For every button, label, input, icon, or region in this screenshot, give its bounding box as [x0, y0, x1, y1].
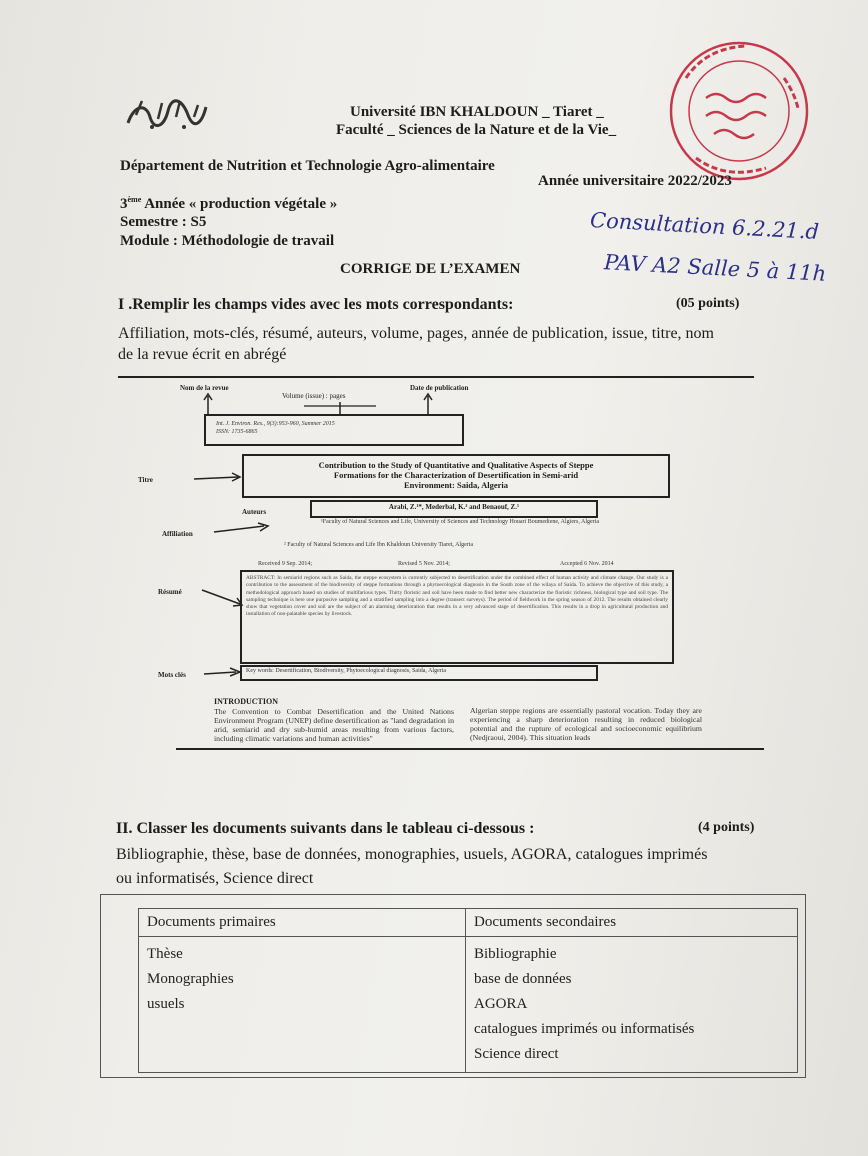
- affiliation-arrow: [212, 522, 272, 536]
- official-stamp: [666, 38, 812, 184]
- list-item: usuels: [147, 996, 185, 1012]
- titre-arrow: [192, 470, 244, 484]
- department-name: Département de Nutrition et Technologie Agro-alimentaire: [120, 158, 495, 174]
- table-header-row: [139, 909, 798, 937]
- question-2-title: II. Classer les documents suivants dans le tableau ci-dessous :: [116, 820, 535, 837]
- question-1-words: Affiliation, mots-clés, résumé, auteurs, volume, pages, année de publication, issue, titre, nom: [118, 325, 714, 342]
- label-resume: Résumé: [158, 588, 182, 596]
- question-1-title: I .Remplir les champs vides avec les mots correspondants:: [118, 296, 514, 313]
- handwritten-note-1: Consultation 6.2.21.d: [589, 208, 820, 244]
- academic-year: Année universitaire 2022/2023: [538, 173, 732, 189]
- figure-top-rule: [118, 376, 754, 378]
- study-year: 3ème Année « production végétale »: [120, 195, 338, 212]
- revised-date: Revised 5 Nov. 2014;: [398, 561, 450, 567]
- article-title-box: Contribution to the Study of Quantitative and Qualitative Aspects of Steppe Formations for the Characterization of Desertification in Semi-arid Environment: Saida, Algeria: [242, 454, 670, 498]
- citation-box: Int. J. Environ. Res., 9(3):953-960, Summer 2015 ISSN: 1735-6865: [204, 414, 464, 446]
- label-nom-revue: Nom de la revue: [180, 384, 229, 392]
- list-item: AGORA: [474, 996, 528, 1012]
- primary-cell: [139, 937, 466, 1073]
- list-item: Bibliographie: [474, 946, 557, 962]
- secondary-cell: [466, 937, 798, 1073]
- question-2-words-line2: ou informatisés, Science direct: [116, 870, 314, 887]
- keywords-box: Key words: Desertification, Biodiversity, Phytoecological diagnosis, Saida, Algeria: [240, 665, 598, 681]
- list-item: catalogues imprimés ou informatisés: [474, 1021, 695, 1037]
- faculty-name: Faculté _ Sciences de la Nature et de la Vie_: [336, 122, 617, 138]
- received-date: Received 9 Sep. 2014;: [258, 561, 312, 567]
- citation-arrows: [200, 392, 440, 416]
- university-logo: [124, 93, 210, 133]
- question-1-words-line2: de la revue écrit en abrégé: [118, 346, 287, 363]
- affiliation-1: ¹Faculty of Natural Sciences and Life, University of Sciences and Technology Houari Boumediene, Algiers, Algeria: [320, 519, 600, 525]
- label-affiliation: Affiliation: [162, 530, 193, 538]
- header-secondary: Documents secondaires: [466, 909, 798, 937]
- affiliation-2: ² Faculty of Natural Sciences and Life Ibn Khaldoun University Tiaret, Algeria: [284, 542, 474, 548]
- figure-bottom-rule: [176, 748, 764, 750]
- semester: Semestre : S5: [120, 214, 207, 230]
- list-item: Science direct: [474, 1046, 559, 1062]
- exam-title: CORRIGE DE L’EXAMEN: [340, 261, 521, 277]
- question-2-points: (4 points): [698, 820, 755, 835]
- university-name: Université IBN KHALDOUN _ Tiaret _: [350, 104, 604, 120]
- question-1-points: (05 points): [676, 296, 740, 311]
- list-item: Monographies: [147, 971, 234, 987]
- list-item: base de données: [474, 971, 572, 987]
- list-item: Thèse: [147, 946, 183, 962]
- question-2-words: Bibliographie, thèse, base de données, monographies, usuels, AGORA, catalogues imprimés: [116, 846, 708, 863]
- table-row: [139, 937, 798, 1073]
- label-mots-cles: Mots clés: [158, 671, 186, 679]
- label-auteurs: Auteurs: [242, 508, 267, 516]
- authors-box: Arabi, Z.¹*, Mederbal, K.² and Benaouf, Z.¹: [310, 500, 598, 518]
- module: Module : Méthodologie de travail: [120, 233, 335, 249]
- label-volume: Volume (issue) : pages: [282, 392, 346, 400]
- intro-heading: INTRODUCTION: [214, 697, 279, 706]
- handwritten-note-2: PAV A2 Salle 5 à 11h: [603, 250, 827, 286]
- abstract-box: ABSTRACT: In semiarid regions such as Saida, the steppe ecosystem is currently subjected to desertification under the combined effect of human activity and climate change. Our study is a contribution to the assessment of the biodiversity of steppe formations through a phytoecological diagnosis in the South zone of the wilaya of Saida. To achieve the objective of this study, a methodological approach based on studies of multifarious types. Thirty floristic and soil have been made to find better new characterize the floristic richness, biological type and soil type. The sampling technique is here one purposive sampling and a stratified sampling into a degree (transect surveys). The period of fieldwork in the spring season of 2012. The results obtained clearly show that vegetation cover and soil are the subject of an alarming deterioration that results in a very advanced stage of desertification. This results in a drop in agricultural production and installation of non-palatable species by livestock.: [240, 570, 674, 664]
- accepted-date: Accepted 6 Nov. 2014: [560, 561, 614, 567]
- label-titre: Titre: [138, 476, 153, 484]
- intro-right: Algerian steppe regions are essentially pastoral vocation. Today they are experiencing a sharp deterioration resulting in reduced biological potential and the rupture of ecological and socioeconomic equilibrium (Nedjraoui, 2004). This situation leads: [470, 706, 702, 742]
- mots-cles-arrow: [202, 666, 244, 680]
- header-primary: Documents primaires: [139, 909, 466, 937]
- label-date: Date de publication: [410, 384, 469, 392]
- intro-left: The Convention to Combat Desertification and the United Nations Environment Program (UNEP) define desertification as "land degradation in arid, semiarid and dry sub-humid areas resulting from various factors, including climatic variations and human activities": [214, 707, 454, 743]
- documents-table: [138, 908, 798, 1073]
